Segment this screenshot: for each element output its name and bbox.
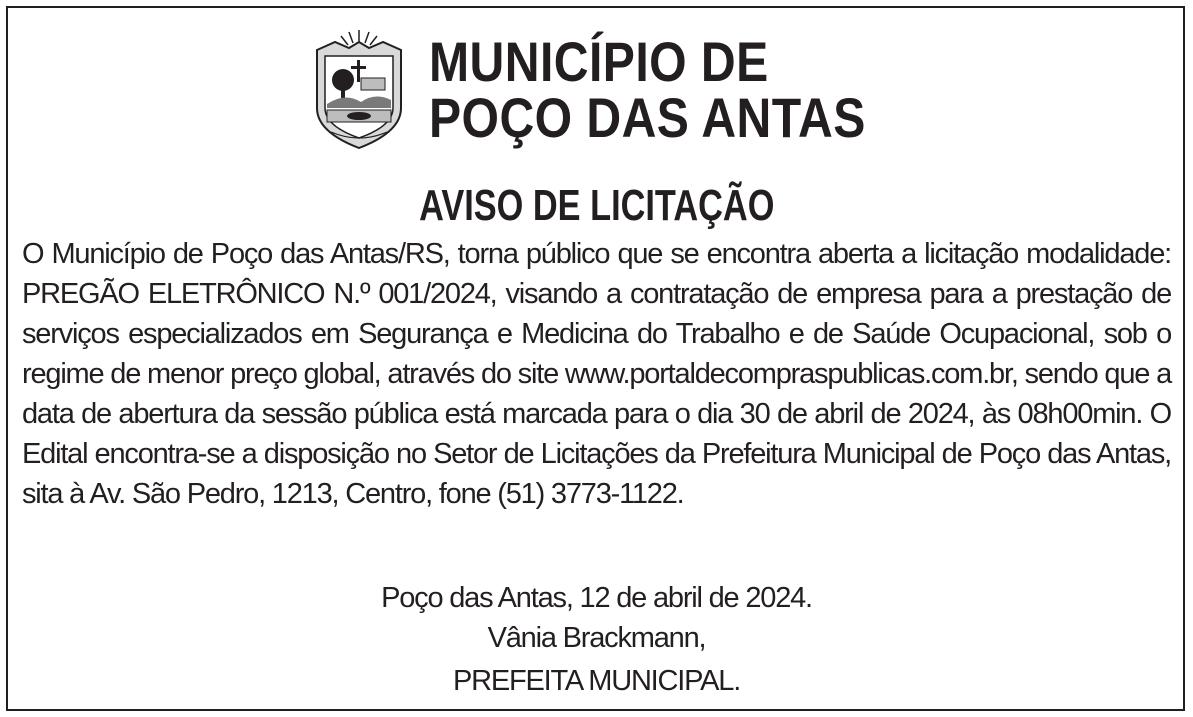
signature-place-date: Poço das Antas, 12 de abril de 2024. — [381, 582, 812, 614]
title-line-1: MUNICÍPIO DE — [429, 30, 769, 93]
title-line-2: POÇO DAS ANTAS — [429, 86, 866, 149]
municipal-crest-icon — [305, 28, 413, 150]
signature-role: PREFEITA MUNICIPAL. — [452, 665, 741, 697]
header — [305, 28, 937, 158]
signature-name: Vânia Brackmann, — [487, 622, 706, 654]
notice-heading-text: AVISO DE LICITAÇÃO — [418, 181, 775, 230]
municipality-title — [429, 30, 866, 149]
notice-heading — [0, 183, 1193, 229]
notice-body: O Município de Poço das Antas/RS, torna público que se encontra aberta a licitação modalidade: PREGÃO ELETRÔNICO N.º 001/2024, visando a contratação de empresa para a prestação de serviços especializados em Segurança e Medicina do Trabalho e de Saúde Ocupacional, sob o regime de menor preço global, através do site www.portaldecompraspublicas.com.br, sendo que a data de abertura da sessão pública está marcada para o dia 30 de abril de 2024, às 08h00min. O Edital encontra-se a disposição no Setor de Licitações da Prefeitura Municipal de Poço das Antas, sita à Av. São Pedro, 1213, Centro, fone (51) 3773-1122. — [22, 238, 1171, 510]
